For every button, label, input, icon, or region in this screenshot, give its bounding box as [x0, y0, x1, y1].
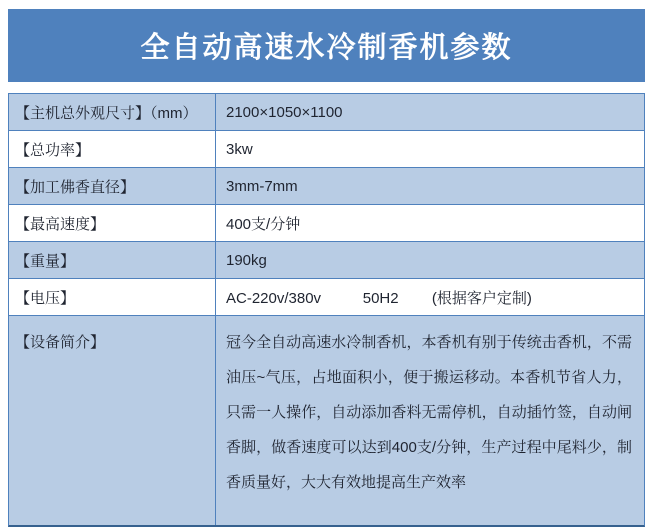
spec-value-dimensions: 2100×1050×1100 [226, 103, 343, 121]
spec-label-diameter: 【加工佛香直径】 [9, 168, 216, 204]
spec-value-voltage: AC-220v/380v 50H2 (根据客户定制) [226, 289, 532, 307]
table-row-diameter [9, 168, 644, 205]
spec-table [8, 93, 645, 527]
spec-label-weight: 【重量】 [9, 242, 216, 278]
spec-value-weight: 190kg [226, 251, 267, 269]
spec-label-speed: 【最高速度】 [9, 205, 216, 241]
spec-value-power: 3kw [226, 140, 253, 158]
spec-value-description: 冠今全自动高速水冷制香机，本香机有别于传统击香机，不需油压~气压，占地面积小，便于搬运移动。本香机节省人力，只需一人操作，自动添加香料无需停机，自动插竹签，自动闸香脚，做香速度可以达到400支/分钟，生产过程中尾料少，制香质量好，大大有效地提高生产效率 [226, 334, 632, 491]
table-row-description [9, 316, 644, 525]
table-row-weight [9, 242, 644, 279]
page-title: 全自动高速水冷制香机参数 [8, 9, 645, 82]
spec-label-voltage: 【电压】 [9, 279, 216, 315]
spec-value-speed: 400支/分钟 [226, 215, 301, 233]
table-row-speed [9, 205, 644, 242]
spec-label-description: 【设备简介】 [9, 316, 216, 525]
spec-label-dimensions: 【主机总外观尺寸】（mm） [9, 94, 216, 130]
spec-value-diameter: 3mm-7mm [226, 177, 298, 195]
table-row-dimensions [9, 94, 644, 131]
table-row-voltage [9, 279, 644, 316]
spec-label-power: 【总功率】 [9, 131, 216, 167]
table-row-power [9, 131, 644, 168]
